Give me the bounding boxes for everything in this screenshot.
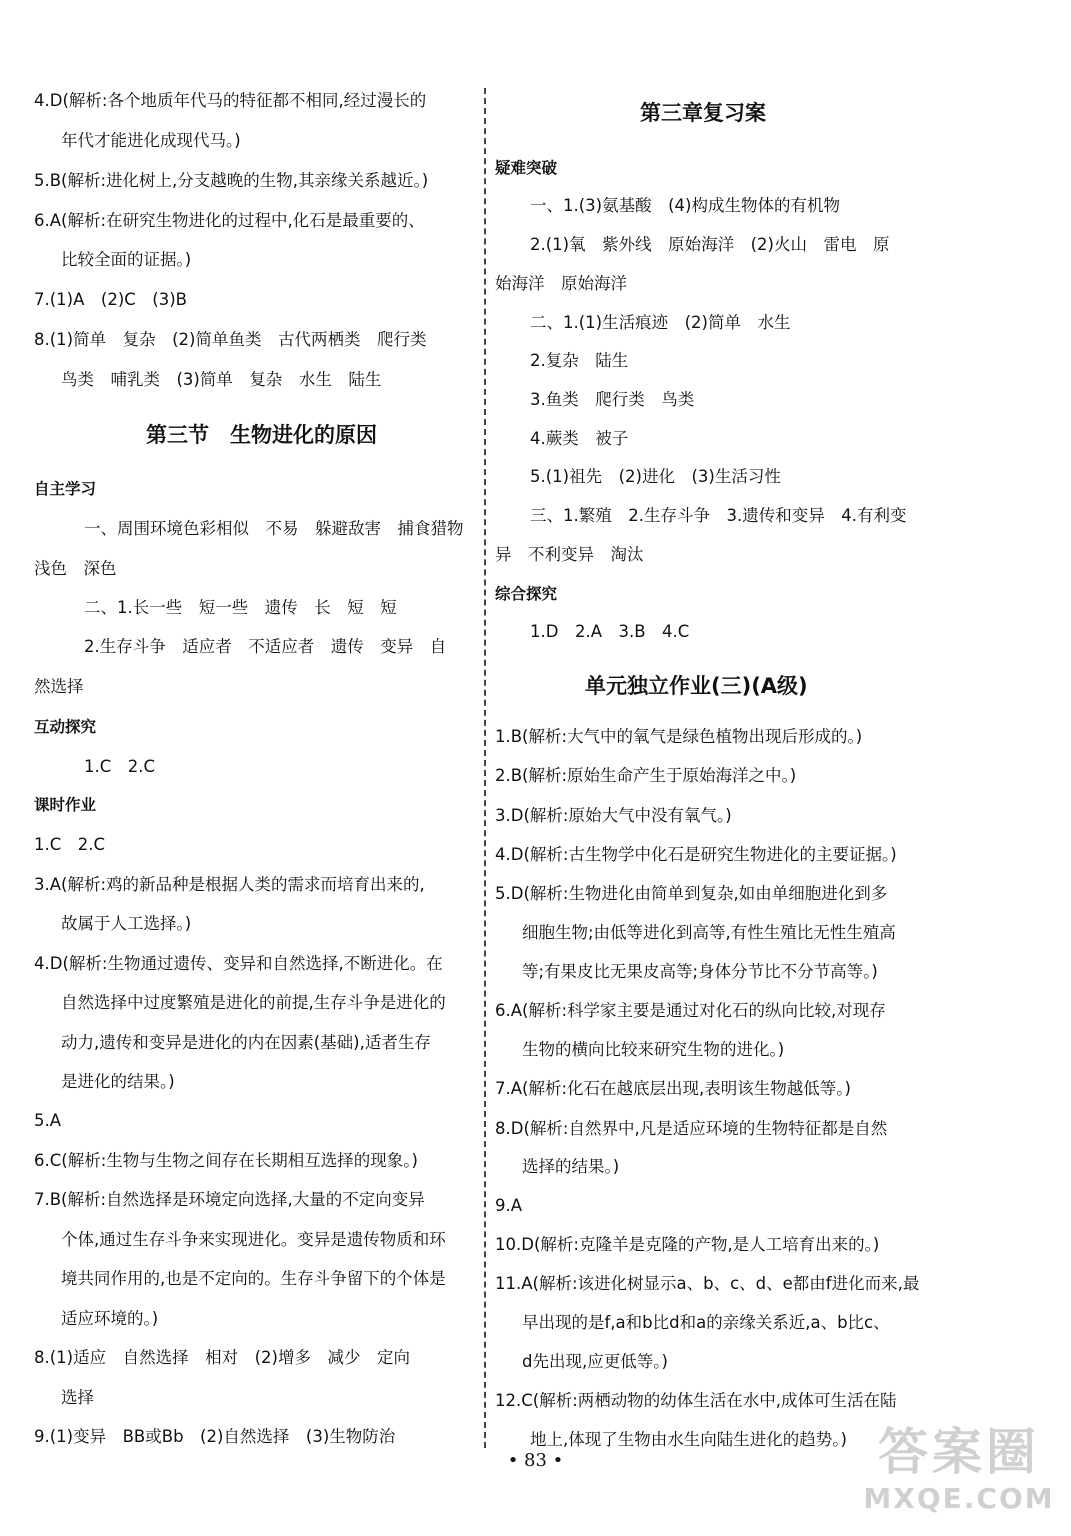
answer-line: 等;有果皮比无果皮高等;身体分节比不分节高等。) <box>522 962 878 981</box>
answer-line: 3.A(解析:鸡的新品种是根据人类的需求而培育出来的, <box>34 875 425 894</box>
chapter-title: 第三章复习案 <box>640 101 766 125</box>
answer-line: 1.C 2.C <box>34 835 106 854</box>
answer-line: 细胞生物;由低等进化到高等,有性生殖比无性生殖高 <box>522 923 896 942</box>
answer-line: 3.D(解析:原始大气中没有氧气。) <box>495 806 732 825</box>
answer-line: 个体,通过生存斗争来实现进化。变异是遗传物质和环 <box>61 1230 446 1249</box>
answer-line: d先出现,应更低等。) <box>522 1352 668 1371</box>
answer-line: 一、1.(3)氨基酸 (4)构成生物体的有机物 <box>530 196 840 215</box>
answer-line: 4.D(解析:生物通过遗传、变异和自然选择,不断进化。在 <box>34 954 443 973</box>
answer-line: 异 不利变异 淘汰 <box>495 545 644 564</box>
answer-line: 选择 <box>61 1388 94 1407</box>
answer-line: 1.B(解析:大气中的氧气是绿色植物出现后形成的。) <box>495 727 863 746</box>
watermark-logo <box>859 1422 1059 1528</box>
answer-line: 8.D(解析:自然界中,凡是适应环境的生物特征都是自然 <box>495 1119 888 1138</box>
answer-line: 8.(1)适应 自然选择 相对 (2)增多 减少 定向 <box>34 1348 410 1367</box>
unit-title: 单元独立作业(三)(A级) <box>585 674 808 698</box>
answer-line: 6.A(解析:在研究生物进化的过程中,化石是最重要的、 <box>34 211 425 230</box>
answer-line: 是进化的结果。) <box>61 1072 175 1091</box>
answer-line: 始海洋 原始海洋 <box>495 274 627 293</box>
answer-line: 早出现的是f,a和b比d和a的亲缘关系近,a、b比c、 <box>522 1313 890 1332</box>
answer-line: 比较全面的证据。) <box>61 250 192 269</box>
watermark-bottom-text: MXQE.COM <box>863 1482 1055 1515</box>
answer-line: 7.(1)A (2)C (3)B <box>34 290 187 309</box>
section-heading-hudong: 互动探究 <box>34 718 97 736</box>
answer-line: 一、周围环境色彩相似 不易 躲避敌害 捕食猎物 <box>84 519 464 538</box>
answer-line: 浅色 深色 <box>34 559 117 578</box>
watermark-top-text: 答案圈 <box>878 1423 1040 1481</box>
answer-line: 4.蕨类 被子 <box>530 429 629 448</box>
answer-line: 年代才能进化成现代马。) <box>61 131 241 150</box>
answer-line: 7.A(解析:化石在越底层出现,表明该生物越低等。) <box>495 1079 851 1098</box>
section-heading-zonghe: 综合探究 <box>495 585 558 603</box>
answer-line: 生物的横向比较来研究生物的进化。) <box>522 1040 785 1059</box>
answer-line: 10.D(解析:克隆羊是克隆的产物,是人工培育出来的。) <box>495 1235 880 1254</box>
answer-line: 4.D(解析:各个地质年代马的特征都不相同,经过漫长的 <box>34 91 427 110</box>
answer-line: 自然选择中过度繁殖是进化的前提,生存斗争是进化的 <box>61 993 446 1012</box>
answer-line: 地上,体现了生物由水生向陆生进化的趋势。) <box>530 1430 847 1449</box>
answer-line: 2.B(解析:原始生命产生于原始海洋之中。) <box>495 766 797 785</box>
answer-line: 5.B(解析:进化树上,分支越晚的生物,其亲缘关系越近。) <box>34 171 429 190</box>
answer-line: 8.(1)简单 复杂 (2)简单鱼类 古代两栖类 爬行类 <box>34 330 427 349</box>
answer-line: 故属于人工选择。) <box>61 914 192 933</box>
answer-line: 境共同作用的,也是不定向的。生存斗争留下的个体是 <box>61 1269 446 1288</box>
answer-line: 鸟类 哺乳类 (3)简单 复杂 水生 陆生 <box>61 370 382 389</box>
answer-line: 12.C(解析:两栖动物的幼体生活在水中,成体可生活在陆 <box>495 1391 897 1410</box>
answer-line: 2.(1)氧 紫外线 原始海洋 (2)火山 雷电 原 <box>530 235 890 254</box>
answer-line: 11.A(解析:该进化树显示a、b、c、d、e都由f进化而来,最 <box>495 1274 920 1293</box>
answer-line: 1.D 2.A 3.B 4.C <box>530 622 690 641</box>
answer-line: 5.A <box>34 1111 62 1130</box>
answer-line: 5.D(解析:生物进化由简单到复杂,如由单细胞进化到多 <box>495 884 888 903</box>
answer-line: 适应环境的。) <box>61 1309 159 1328</box>
answer-line: 7.B(解析:自然选择是环境定向选择,大量的不定向变异 <box>34 1190 425 1209</box>
answer-line: 6.A(解析:科学家主要是通过对化石的纵向比较,对现存 <box>495 1001 886 1020</box>
answer-line: 9.(1)变异 BB或Bb (2)自然选择 (3)生物防治 <box>34 1427 396 1446</box>
answer-line: 9.A <box>495 1196 523 1215</box>
answer-line: 三、1.繁殖 2.生存斗争 3.遗传和变异 4.有利变 <box>530 506 907 525</box>
answer-line: 二、1.(1)生活痕迹 (2)简单 水生 <box>530 313 791 332</box>
page-number: • 83 • <box>507 1450 564 1471</box>
answer-line: 选择的结果。) <box>522 1157 620 1176</box>
column-divider <box>484 88 486 1448</box>
section-heading-yinan: 疑难突破 <box>495 159 558 177</box>
answer-line: 5.(1)祖先 (2)进化 (3)生活习性 <box>530 467 781 486</box>
answer-line: 6.C(解析:生物与生物之间存在长期相互选择的现象。) <box>34 1151 418 1170</box>
section-heading-zizhu: 自主学习 <box>34 480 97 498</box>
answer-line: 3.鱼类 爬行类 鸟类 <box>530 390 695 409</box>
answer-line: 动力,遗传和变异是进化的内在因素(基础),适者生存 <box>61 1033 431 1052</box>
answer-line: 1.C 2.C <box>84 757 156 776</box>
answer-line: 4.D(解析:古生物学中化石是研究生物进化的主要证据。) <box>495 845 897 864</box>
section-title: 第三节 生物进化的原因 <box>146 423 377 447</box>
answer-line: 然选择 <box>34 677 84 696</box>
answer-line: 2.复杂 陆生 <box>530 351 629 370</box>
answer-line: 二、1.长一些 短一些 遗传 长 短 短 <box>84 598 397 617</box>
section-heading-keshi: 课时作业 <box>34 796 97 814</box>
answer-line: 2.生存斗争 适应者 不适应者 遗传 变异 自 <box>84 637 447 656</box>
